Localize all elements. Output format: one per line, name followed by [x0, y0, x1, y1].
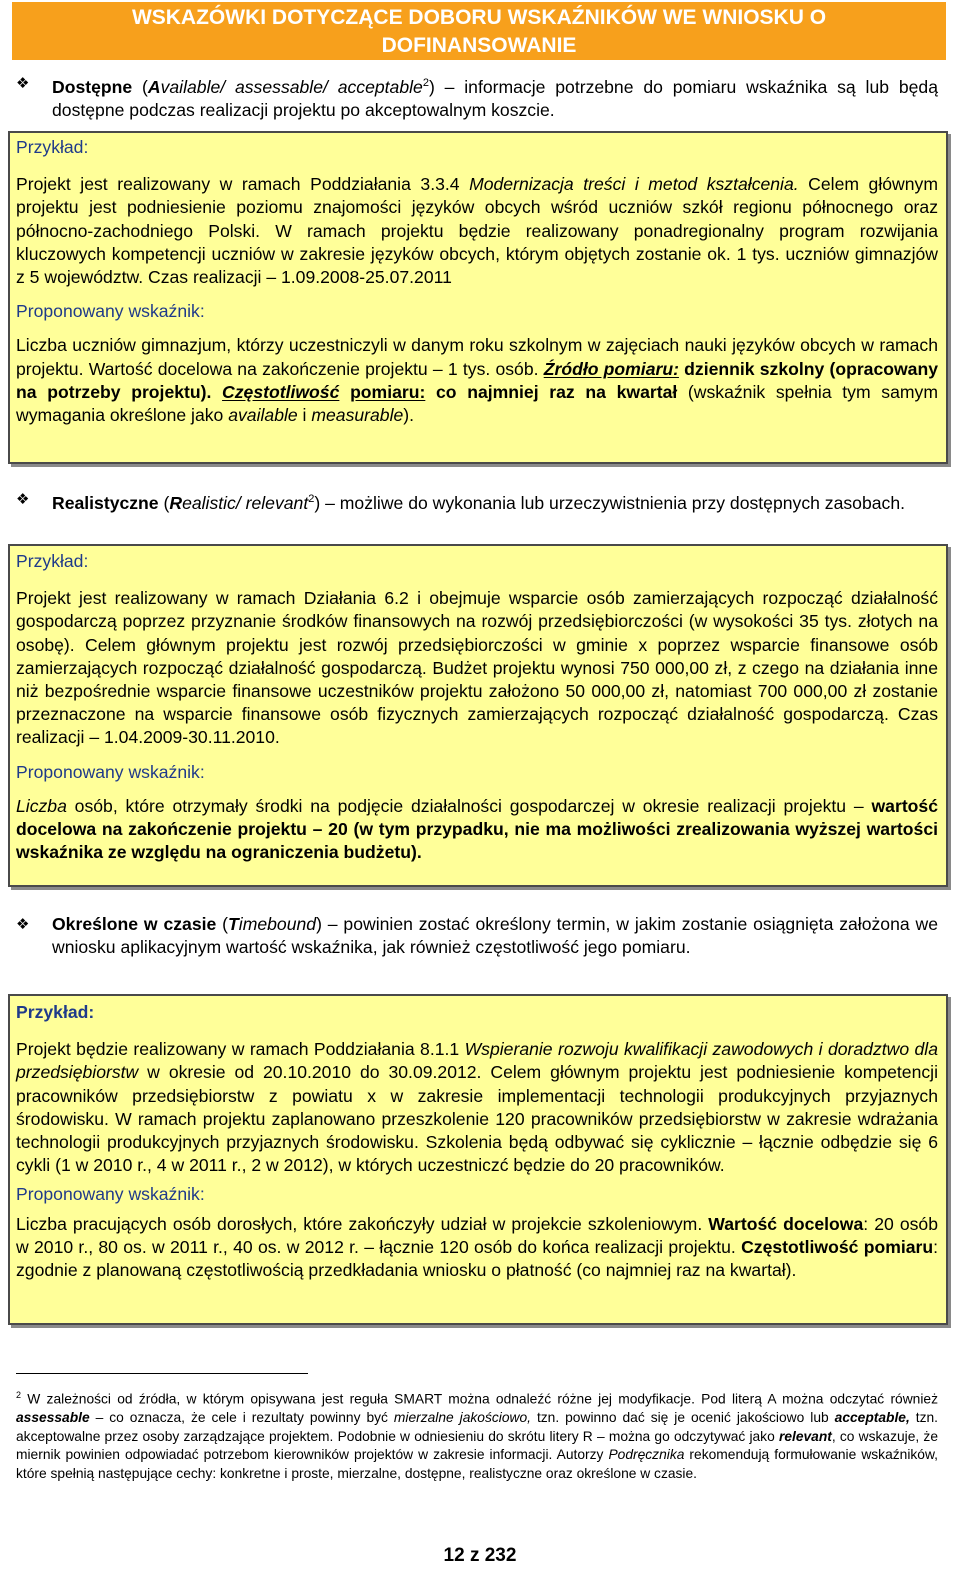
document-header — [12, 2, 946, 60]
criterion-timebound — [16, 913, 938, 959]
criterion-term: Dostępne — [52, 76, 133, 97]
example-label: Przykład: — [16, 1002, 95, 1022]
indicator-label: Proponowany wskaźnik: — [16, 761, 205, 782]
indicator-label: Proponowany wskaźnik: — [16, 1184, 205, 1205]
header-line-1: WSKAZÓWKI DOTYCZĄCE DOBORU WSKAŹNIKÓW WE WNIOSKU O — [131, 6, 827, 29]
criterion-text: Dostępne (Available/ assessable/ acceptable$^2$) – informacje potrzebne do pomiaru wskaźnika są lub będą dostępne podczas realizacji projektu po akceptowalnym koszcie. — [52, 76, 938, 121]
frequency-label: Częstotliwość — [222, 381, 340, 402]
example-box-2 — [8, 544, 948, 887]
criterion-definition: – informacje potrzebne do pomiaru wskaźnika są lub będą dostępne podczas realizacji projektu po akceptowalnym koszcie. — [52, 76, 938, 121]
example-description: Projekt będzie realizowany w ramach Poddziałania 8.1.1 Wspieranie rozwoju kwalifikacji zawodowych i doradztwo dla przedsiębiorstw w okresie od 20.10.2010 do 30.09.2012. Celem głównym projektu jest podniesienie kompetencji pracowników przedsiębiorstw z powiatu x w zakresie implementacji technologii produkcyjnych przyjaznych środowisku. W ramach projektu zaplanowano przeszkolenie 120 pracowników przedsiębiorstw w zakresie wdrażania technologii produkcyjnych przyjaznych środowisku. Szkolenia będą odbywać się cyklicznie – łącznie odbędzie się 6 cykli (1 w 2010 r., 4 w 2011 r., 2 w 2012), w których uczestniczć będzie do 20 pracowników. — [16, 1039, 938, 1176]
target-label: Wartość docelowa — [708, 1213, 864, 1234]
footnote-ref: 2 — [308, 493, 315, 505]
example-label: Przykład: — [16, 551, 89, 571]
example-description: Projekt jest realizowany w ramach Poddziałania 3.3.4 Modernizacja treści i metod kształcenia. Celem głównym projektu jest podniesienie poziomu znajomości języków obcych wśród uczniów szkół regionu północnego oraz północno-zachodniego Polski. W ramach projektu będzie realizowany ponadregionalny program rozwijania kluczowych kompetencji uczniów w zakresie języków obcych, którym objętych zostanie ok. 1 tys. uczniów gimnazjów z 5 województw. Czas realizacji – 1.09.2008-25.07.2011 — [16, 174, 938, 288]
criterion-realistic — [16, 488, 938, 515]
header-line-2: DOFINANSOWANIE — [381, 34, 577, 57]
indicator-description: Liczba pracujących osób dorosłych, które zakończyły udział w projekcie szkoleniowym. Wartość docelowa: 20 osób w 2010 r., 80 os. w 2011 r., 40 os. w 2012 r. – łącznie 120 osób do końca realizacji projektu. Częstotliwość pomiaru: zgodnie z planowaną częstotliwością przedkładania wniosku o płatność (co najmniej raz na kwartał). — [16, 1213, 939, 1281]
criterion-text: Realistyczne (Realistic/ relevant$^2$) – możliwe do wykonania lub urzeczywistnienia przy dostępnych zasobach. — [52, 492, 906, 513]
criterion-definition: – możliwe do wykonania lub urzeczywistnienia przy dostępnych zasobach. — [320, 492, 906, 513]
source-label: Źródło pomiaru: — [543, 358, 679, 379]
diamond-bullet-icon: ❖ — [16, 491, 30, 508]
example-label: Przykład: — [16, 137, 89, 157]
diamond-bullet-icon: ❖ — [16, 916, 30, 933]
footnote-number: 2 — [16, 1390, 22, 1400]
footnote: $^2$ W zależności od źródła, w którym opisywana jest reguła SMART można odnaleźć różne jej modyfikacje. Pod literą A można odczytać również assessable – co oznacza, że cele i rezultaty powinny być mierzalne jakościowo, tzn. powinno dać się je ocenić jakościowo lub acceptable, tzn. akceptowalne przez osoby zarządzające projektem. Podobnie w odniesieniu do skrótu litery R – można go odczytywać jako relevant, co wskazuje, że miernik powinien odpowiadać potrzebom kierowników projektów w zakresie informacji. Autorzy Podręcznika rekomendują formułowanie wskaźników, które spełnią następujące cechy: konkretne i proste, mierzalne, dostępne, realistyczne oraz określone w czasie. — [16, 1390, 938, 1481]
criterion-text: Określone w czasie (Timebound) – powinien zostać określony termin, w jakim zostanie osiągnięta założona we wniosku aplikacyjnym wartość wskaźnika, jak również częstotliwość jego pomiaru. — [52, 914, 938, 958]
indicator-label: Proponowany wskaźnik: — [16, 301, 205, 322]
criterion-term: Realistyczne — [52, 492, 159, 513]
footnote-separator — [16, 1373, 308, 1374]
indicator-description: Liczba uczniów gimnazjum, którzy uczestniczyli w danym roku szkolnym w zajęciach nauki języków obcych w ramach projektu. Wartość docelowa na zakończenie projektu – 1 tys. osób. Źródło pomiaru: dziennik szkolny (opracowany na potrzeby projektu). Częstotliwość pomiaru: co najmniej raz na kwartał (wskaźnik spełnia tym samym wymagania określone jako available i measurable). — [16, 335, 939, 426]
example-box-1 — [8, 131, 948, 464]
example-box-3 — [8, 994, 948, 1325]
criterion-available — [16, 72, 938, 122]
frequency-label: Częstotliwość pomiaru — [741, 1236, 934, 1257]
example-description: Projekt jest realizowany w ramach Działania 6.2 i obejmuje wsparcie osób zamierzających rozpocząć działalność gospodarczą poprzez przyznanie środków finansowych na rozwój przedsiębiorczości (w wysokości 35 tys. złotych na osobę). Celem głównym projektu jest rozwój przedsiębiorczości w gminie x poprzez wsparcie finansowe osób zamierzających rozpocząć działalność gospodarczą. Budżet projektu wynosi 750 000,00 zł, z czego na działania inne niż bezpośrednie wsparcie finansowe uczestników projektu założono 50 000,00 zł, natomiast 700 000,00 zł zostanie przeznaczone na wsparcie finansowe osób fizycznych zamierzających rozpocząć działalność gospodarczą. Czas realizacji – 1.04.2009-30.11.2010. — [16, 588, 938, 748]
indicator-description: Liczba osób, które otrzymały środki na podjęcie działalności gospodarczej w okresie realizacji projektu – wartość docelowa na zakończenie projektu – 20 (w tym przypadku, nie ma możliwości zrealizowania wyższej wartości wskaźnika ze względu na ograniczenia budżetu). — [16, 795, 938, 863]
footnote-ref: 2 — [422, 77, 429, 89]
criterion-term: Określone w czasie — [52, 914, 217, 934]
diamond-bullet-icon: ❖ — [16, 75, 30, 92]
criterion-definition: – powinien zostać określony termin, w jakim zostanie osiągnięta założona we wniosku aplikacyjnym wartość wskaźnika, jak również częstotliwość jego pomiaru. — [52, 914, 938, 958]
page-number: 12 z 232 — [443, 1545, 517, 1566]
